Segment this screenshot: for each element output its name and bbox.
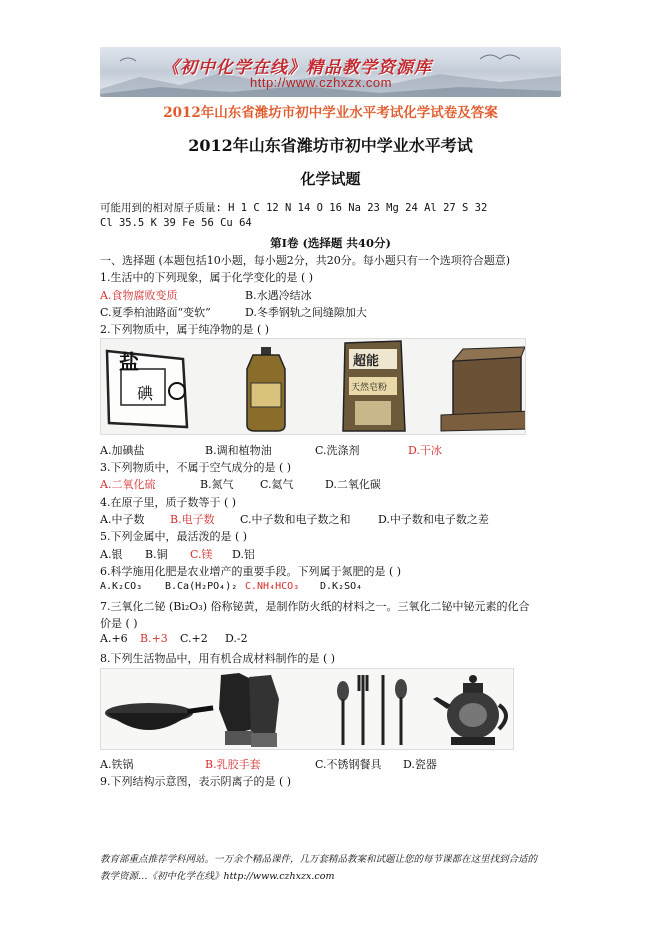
q4-option-c: C.中子数和电子数之和 bbox=[240, 513, 351, 526]
q5-option-c: C.镁 bbox=[190, 548, 213, 561]
salt-label-1: 盐 bbox=[119, 350, 139, 374]
q3-option-d: D.二氧化碳 bbox=[325, 478, 381, 491]
q7-option-a: A.+6 bbox=[100, 632, 128, 645]
q1-option-d: D.冬季钢轨之间缝隙加大 bbox=[245, 306, 367, 319]
cutlery-image bbox=[337, 675, 407, 745]
q2-products-illustration bbox=[101, 339, 525, 434]
q1-option-c: C.夏季柏油路面“变软” bbox=[100, 306, 211, 319]
q6-stem: 6.科学施用化肥是农业增产的重要手段。下列属于氮肥的是 ( ) bbox=[100, 565, 402, 578]
dry-ice-image bbox=[441, 347, 525, 431]
footer-line-2[interactable]: 教学资源…《初中化学在线》http://www.czhxzx.com bbox=[100, 871, 335, 882]
q1-option-a: A.食物腐败变质 bbox=[100, 289, 178, 302]
q2-option-a: A.加碘盐 bbox=[100, 444, 145, 457]
q2-option-c: C.洗涤剂 bbox=[315, 444, 360, 457]
q4-option-d: D.中子数和电子数之差 bbox=[378, 513, 489, 526]
q8-products-illustration bbox=[101, 669, 513, 749]
q7-stem-line-2: 价是 ( ) bbox=[100, 617, 138, 630]
detergent-label: 超能 bbox=[353, 354, 380, 369]
porcelain-teapot-image bbox=[433, 675, 506, 745]
detergent-bag-image bbox=[343, 341, 405, 431]
salt-label-2: 碘 bbox=[137, 384, 154, 403]
section-title: 第I卷 (选择题 共40分) bbox=[270, 236, 391, 250]
q7-option-b: B.+3 bbox=[140, 632, 168, 645]
q1-stem: 1.生活中的下列现象，属于化学变化的是 ( ) bbox=[100, 271, 314, 284]
q7-option-d: D.-2 bbox=[225, 632, 248, 645]
q3-option-a: A.二氧化硫 bbox=[100, 478, 156, 491]
atomic-mass-line-2: Cl 35.5 K 39 Fe 56 Cu 64 bbox=[100, 217, 252, 229]
q5-stem: 5.下列金属中，最活泼的是 ( ) bbox=[100, 530, 248, 543]
q8-product-images bbox=[100, 668, 514, 750]
oil-bottle-image bbox=[247, 347, 285, 431]
banner-title: 《初中化学在线》精品教学资源库 bbox=[162, 58, 432, 78]
q5-option-a: A.银 bbox=[100, 548, 123, 561]
q3-stem: 3.下列物质中，不属于空气成分的是 ( ) bbox=[100, 461, 292, 474]
q2-option-b: B.调和植物油 bbox=[205, 444, 272, 457]
q6-option-a: A.K₂CO₃ bbox=[100, 581, 143, 592]
q7-option-c: C.+2 bbox=[180, 632, 208, 645]
q5-option-b: B.铜 bbox=[145, 548, 168, 561]
q6-option-d: D.K₂SO₄ bbox=[320, 581, 363, 592]
banner-url[interactable]: http://www.czhxzx.com bbox=[250, 75, 392, 90]
document-red-title: 2012年山东省潍坊市初中学业水平考试化学试卷及答案 bbox=[163, 105, 498, 121]
q8-option-d: D.瓷器 bbox=[403, 758, 437, 771]
q4-option-b: B.电子数 bbox=[170, 513, 215, 526]
footer-line-1: 教育部重点推荐学科网站。一万余个精品课件，几万套精品教案和试题让您的每节课都在这里找到合适的 bbox=[100, 854, 538, 865]
exam-subtitle: 化学试题 bbox=[300, 170, 361, 188]
q7-stem-line-1: 7.三氧化二铋 (Bi₂O₃) 俗称铋黄，是制作防火纸的材料之一。三氧化二铋中铋元素的化合 bbox=[100, 600, 530, 613]
q3-option-c: C.氦气 bbox=[260, 478, 294, 491]
detergent-sub-label: 天然皂粉 bbox=[351, 383, 388, 393]
q9-stem: 9.下列结构示意图，表示阴离子的是 ( ) bbox=[100, 775, 292, 788]
q6-option-c: C.NH₄HCO₃ bbox=[245, 581, 300, 592]
q6-option-b: B.Ca(H₂PO₄)₂ bbox=[165, 581, 238, 592]
q2-stem: 2.下列物质中，属于纯净物的是 ( ) bbox=[100, 323, 270, 336]
exam-title: 2012年山东省潍坊市初中学业水平考试 bbox=[188, 136, 473, 155]
latex-gloves-image bbox=[219, 673, 279, 747]
q8-option-b: B.乳胶手套 bbox=[205, 758, 261, 771]
q1-option-b: B.水遇冷结冰 bbox=[245, 289, 312, 302]
page-footer bbox=[100, 851, 570, 885]
atomic-mass-line-1: 可能用到的相对原子质量: H 1 C 12 N 14 O 16 Na 23 Mg 24 Al 27 S 32 bbox=[100, 202, 488, 214]
q8-stem: 8.下列生活物品中，用有机合成材料制作的是 ( ) bbox=[100, 652, 336, 665]
q4-stem: 4.在原子里，质子数等于 ( ) bbox=[100, 496, 237, 509]
q8-option-a: A.铁锅 bbox=[100, 758, 134, 771]
q3-option-b: B.氮气 bbox=[200, 478, 234, 491]
q8-option-c: C.不锈钢餐具 bbox=[315, 758, 382, 771]
header-banner bbox=[100, 47, 561, 97]
part-intro: 一、选择题 (本题包括10小题，每小题2分，共20分。每小题只有一个选项符合题意) bbox=[100, 254, 511, 267]
q2-option-d: D.干冰 bbox=[408, 444, 442, 457]
salt-bag-image bbox=[107, 350, 187, 427]
q2-product-images bbox=[100, 338, 526, 435]
q4-option-a: A.中子数 bbox=[100, 513, 145, 526]
wok-image bbox=[105, 703, 213, 730]
q5-option-d: D.铝 bbox=[232, 548, 255, 561]
